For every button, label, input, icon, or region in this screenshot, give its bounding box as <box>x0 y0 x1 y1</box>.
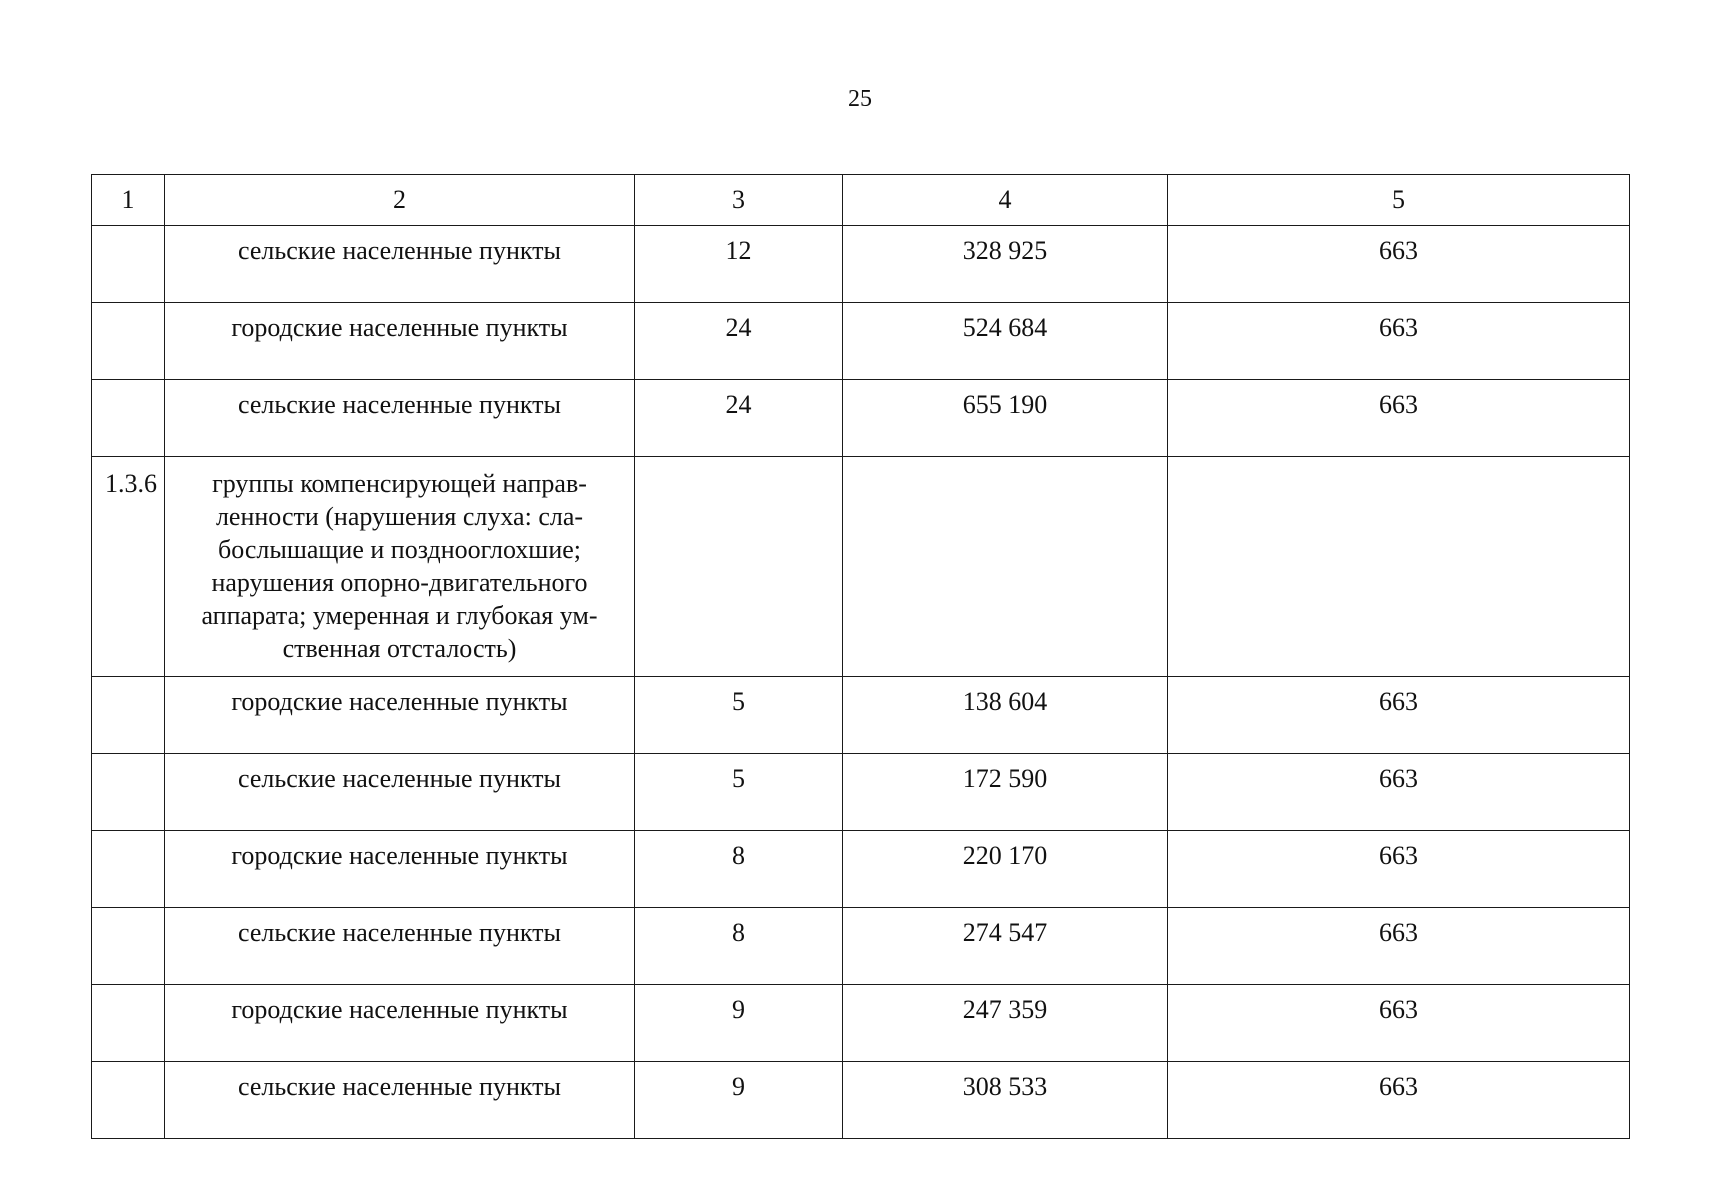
table-row <box>92 831 1630 908</box>
row-label: сельские населенные пункты <box>165 908 635 985</box>
row-col4: 524 684 <box>843 303 1168 380</box>
header-col-3: 3 <box>635 175 843 226</box>
row-label: сельские населенные пункты <box>165 380 635 457</box>
section-col5 <box>1168 457 1630 677</box>
row-col4: 138 604 <box>843 677 1168 754</box>
row-col5: 663 <box>1168 380 1630 457</box>
row-col3: 9 <box>635 1062 843 1139</box>
page-number: 25 <box>848 86 872 112</box>
header-col-5: 5 <box>1168 175 1630 226</box>
section-row <box>92 457 1630 677</box>
row-col5: 663 <box>1168 226 1630 303</box>
row-col5: 663 <box>1168 1062 1630 1139</box>
section-title-line: бослышащие и позднооглохшие; <box>217 535 582 564</box>
row-col5: 663 <box>1168 754 1630 831</box>
row-number <box>92 985 165 1062</box>
table-row <box>92 677 1630 754</box>
row-col3: 5 <box>635 677 843 754</box>
row-col3: 24 <box>635 380 843 457</box>
row-label: сельские населенные пункты <box>165 754 635 831</box>
table-row <box>92 754 1630 831</box>
row-col3: 12 <box>635 226 843 303</box>
row-col3: 5 <box>635 754 843 831</box>
row-col4: 308 533 <box>843 1062 1168 1139</box>
section-col4 <box>843 457 1168 677</box>
header-col-2: 2 <box>165 175 635 226</box>
row-number <box>92 303 165 380</box>
table-row <box>92 908 1630 985</box>
row-col3: 8 <box>635 908 843 985</box>
data-table <box>91 174 1630 1139</box>
row-label: городские населенные пункты <box>165 677 635 754</box>
section-title-line: ленности (нарушения слуха: сла- <box>215 502 584 531</box>
row-col3: 9 <box>635 985 843 1062</box>
section-title-line: ственная отсталость) <box>282 634 517 663</box>
table-row <box>92 226 1630 303</box>
row-col4: 247 359 <box>843 985 1168 1062</box>
section-number: 1.3.6 <box>92 457 165 677</box>
row-number <box>92 754 165 831</box>
header-col-4: 4 <box>843 175 1168 226</box>
table-row <box>92 1062 1630 1139</box>
row-label: городские населенные пункты <box>165 985 635 1062</box>
header-row <box>92 175 1630 226</box>
row-number <box>92 380 165 457</box>
row-col4: 328 925 <box>843 226 1168 303</box>
section-title <box>165 457 635 677</box>
row-number <box>92 831 165 908</box>
row-number <box>92 1062 165 1139</box>
row-col5: 663 <box>1168 831 1630 908</box>
table-row <box>92 985 1630 1062</box>
row-col4: 172 590 <box>843 754 1168 831</box>
row-col5: 663 <box>1168 677 1630 754</box>
row-label: городские населенные пункты <box>165 303 635 380</box>
row-col5: 663 <box>1168 985 1630 1062</box>
row-number <box>92 677 165 754</box>
table-row <box>92 303 1630 380</box>
section-title-line: аппарата; умеренная и глубокая ум- <box>201 601 598 630</box>
section-title-line: группы компенсирующей направ- <box>212 469 587 498</box>
row-col4: 220 170 <box>843 831 1168 908</box>
row-col4: 274 547 <box>843 908 1168 985</box>
row-col3: 24 <box>635 303 843 380</box>
row-number <box>92 908 165 985</box>
row-number <box>92 226 165 303</box>
row-col5: 663 <box>1168 908 1630 985</box>
header-col-1: 1 <box>92 175 165 226</box>
table-row <box>92 380 1630 457</box>
row-label: сельские населенные пункты <box>165 1062 635 1139</box>
section-title-line: нарушения опорно-двигательного <box>211 568 588 597</box>
row-col4: 655 190 <box>843 380 1168 457</box>
row-col5: 663 <box>1168 303 1630 380</box>
row-col3: 8 <box>635 831 843 908</box>
row-label: городские населенные пункты <box>165 831 635 908</box>
row-label: сельские населенные пункты <box>165 226 635 303</box>
section-col3 <box>635 457 843 677</box>
